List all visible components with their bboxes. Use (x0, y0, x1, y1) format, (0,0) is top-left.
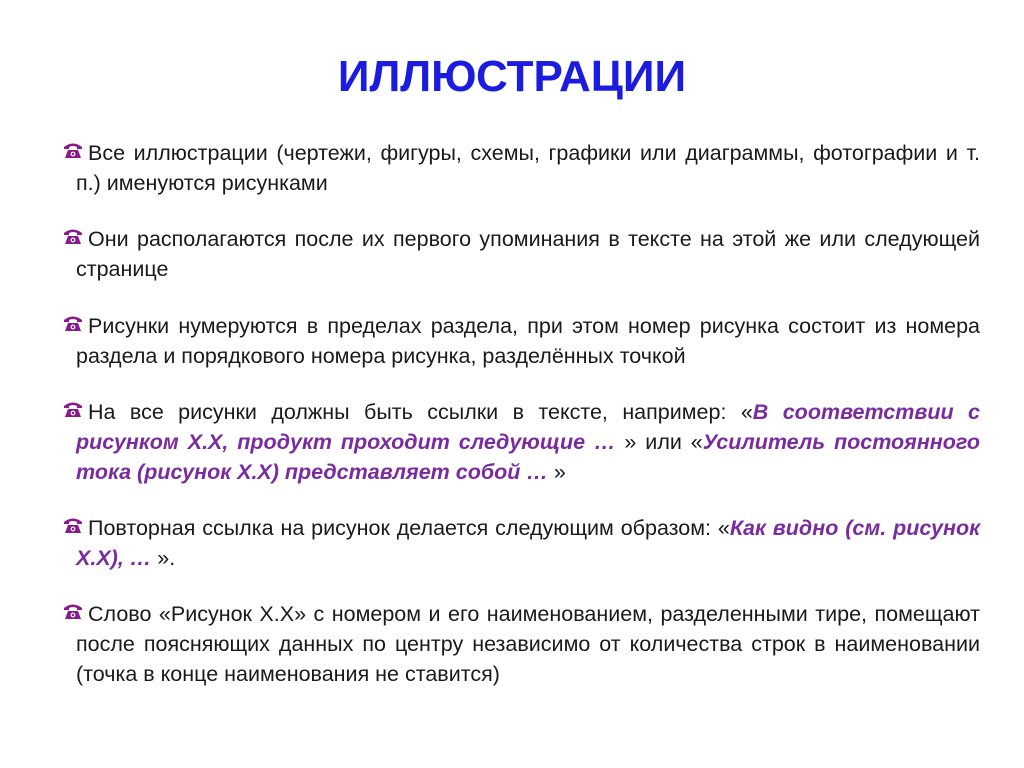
list-item (62, 138, 980, 198)
telephone-icon (62, 226, 84, 246)
list-item (62, 599, 980, 689)
telephone-icon (62, 601, 84, 621)
text-run: » (547, 460, 566, 484)
bullet-text (76, 513, 980, 573)
text-run: Рисунки нумеруются в пределах раздела, при этом номер рисунка состоит из номера раздела и порядкового номера рисунка, разделённых точкой (76, 314, 980, 368)
text-run: Повторная ссылка на рисунок делается следующим образом: « (88, 516, 730, 540)
list-item (62, 513, 980, 573)
text-run: Слово «Рисунок Х.Х» с номером и его наименованием, разделенными тире, помещают после поясняющих данных по центру независимо от количества строк в наименовании (точка в конце наименования не ставится) (76, 602, 980, 686)
emphasis-text: Как видно (см. рисунок Х.Х), … (76, 516, 980, 570)
emphasis-text: В соответствии с рисунком Х.Х, продукт проходит следующие … (76, 400, 981, 454)
text-run: На все рисунки должны быть ссылки в тексте, например: « (88, 400, 753, 424)
slide-title: ИЛЛЮСТРАЦИИ (337, 52, 687, 101)
telephone-icon (62, 515, 84, 535)
bullet-text (76, 599, 980, 689)
bullet-list (62, 138, 980, 715)
text-run: Они располагаются после их первого упоминания в тексте на этой же или следующей странице (76, 227, 980, 281)
bullet-text (76, 311, 980, 371)
text-run: Все иллюстрации (чертежи, фигуры, схемы, графики или диаграммы, фотографии и т. п.) именуются рисунками (76, 141, 980, 195)
list-item (62, 311, 980, 371)
bullet-text (76, 224, 980, 284)
telephone-icon (62, 399, 84, 419)
telephone-icon (62, 140, 84, 160)
text-run: ». (151, 546, 176, 570)
telephone-icon (62, 313, 84, 333)
bullet-text (76, 138, 980, 198)
bullet-text (76, 397, 980, 487)
list-item (62, 224, 980, 284)
list-item (62, 397, 980, 487)
emphasis-text: Усилитель постоянного тока (рисунок Х.Х) представляет собой … (76, 430, 980, 484)
text-run: » или « (615, 430, 703, 454)
